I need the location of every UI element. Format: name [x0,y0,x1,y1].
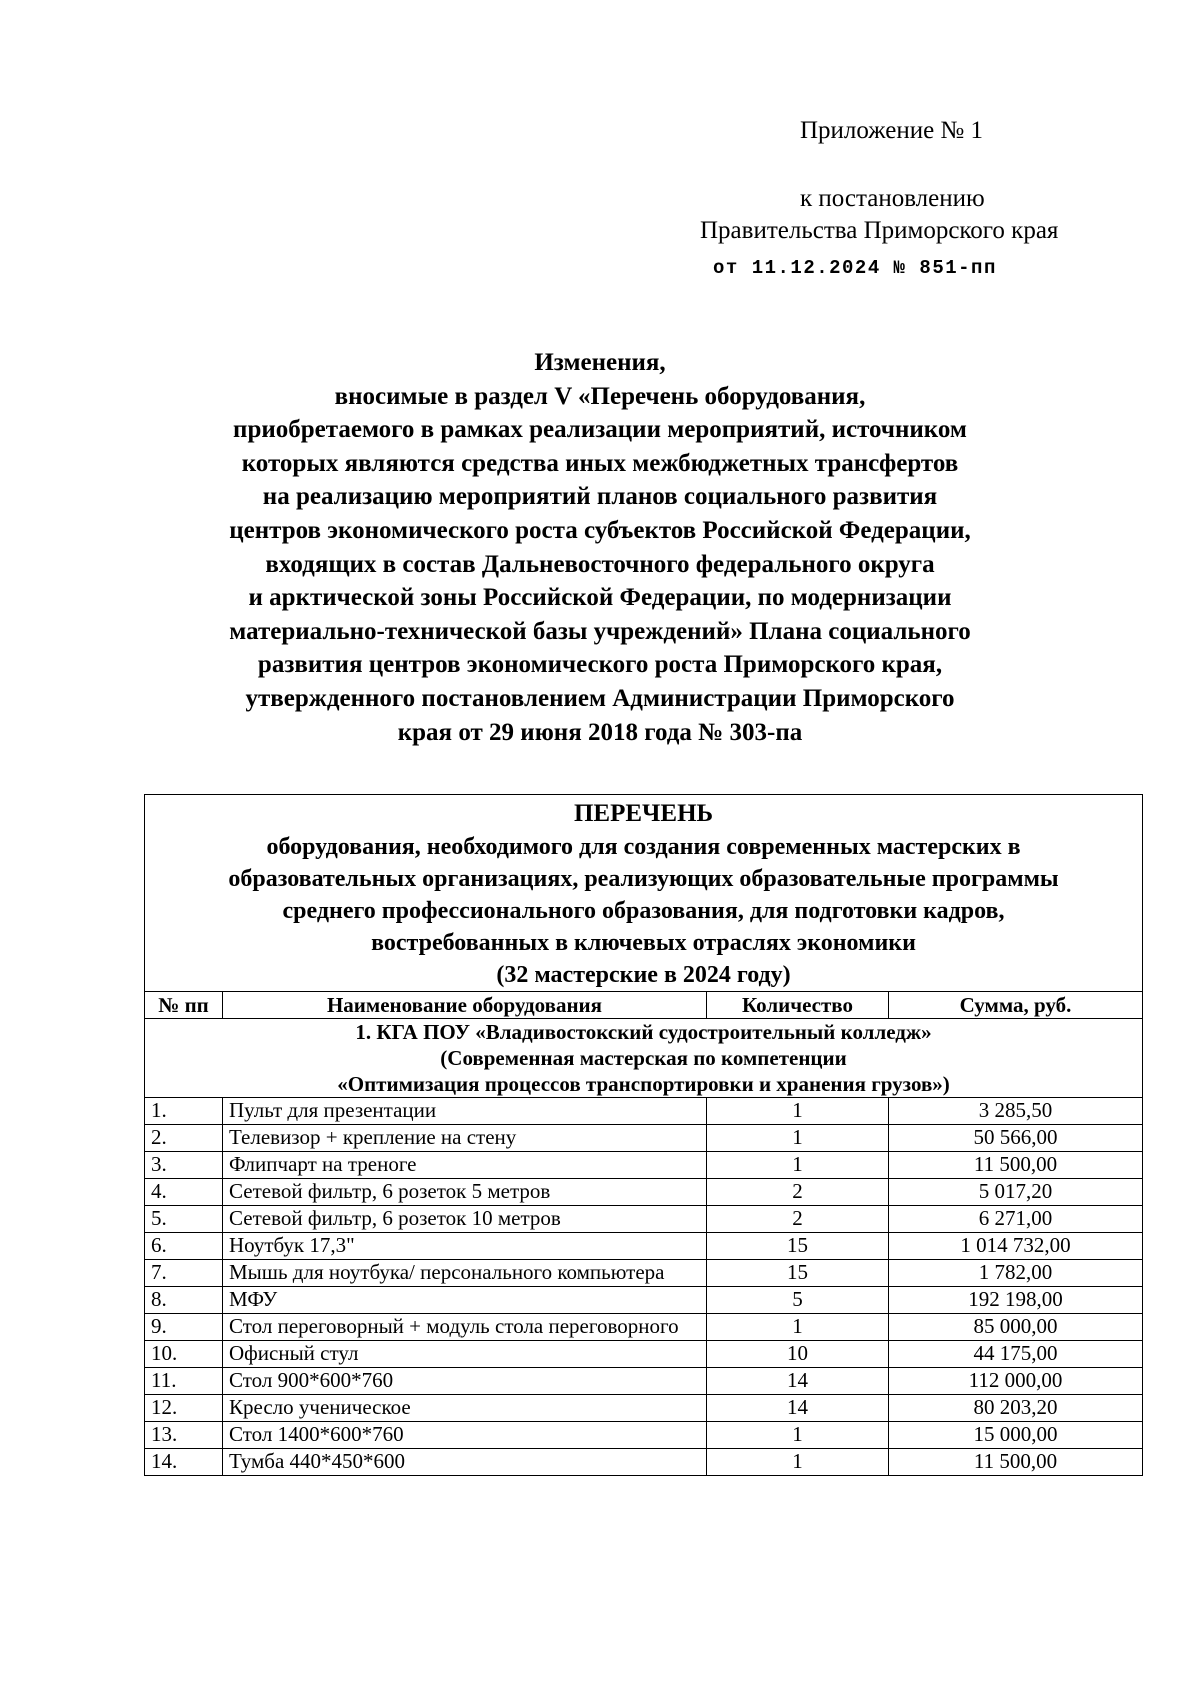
row-name: Сетевой фильтр, 6 розеток 10 метров [223,1206,707,1233]
row-name: Мышь для ноутбука/ персонального компьютера [223,1260,707,1287]
row-quantity: 5 [707,1287,889,1314]
row-sum: 6 271,00 [889,1206,1143,1233]
row-quantity: 15 [707,1233,889,1260]
row-sum: 11 500,00 [889,1449,1143,1476]
heading-line: центров экономического роста субъектов Российской Федерации, [229,516,971,544]
heading-line: развития центров экономического роста Приморского края, [257,651,943,679]
appendix-label: Приложение № 1 [800,117,984,144]
section-line: (Современная мастерская по компетенции [440,1046,847,1070]
row-name: Кресло ученическое [223,1395,707,1422]
column-header-row [145,992,1143,1019]
row-quantity: 1 [707,1422,889,1449]
row-quantity: 2 [707,1206,889,1233]
column-header-sum: Сумма, руб. [889,992,1143,1019]
column-header-quantity: Количество [707,992,889,1019]
table-row [145,1341,1143,1368]
row-sum: 5 017,20 [889,1179,1143,1206]
row-quantity: 10 [707,1341,889,1368]
row-sum: 1 782,00 [889,1260,1143,1287]
row-name: МФУ [223,1287,707,1314]
column-header-name: Наименование оборудования [223,992,707,1019]
row-name: Флипчарт на треноге [223,1152,707,1179]
row-sum: 80 203,20 [889,1395,1143,1422]
heading-line: вносимые в раздел V «Перечень оборудования, [334,382,866,410]
heading-line: приобретаемого в рамках реализации мероприятий, источником [233,416,967,444]
caption-title: ПЕРЕЧЕНЬ [573,800,714,827]
table-row [145,1206,1143,1233]
heading-line: и арктической зоны Российской Федерации, по модернизации [248,584,952,612]
row-name: Ноутбук 17,3" [223,1233,707,1260]
row-number: 8. [145,1287,223,1314]
row-name: Стол 1400*600*760 [223,1422,707,1449]
row-sum: 11 500,00 [889,1152,1143,1179]
heading-line: входящих в состав Дальневосточного федерального округа [265,550,935,578]
caption-line: среднего профессионального образования, для подготовки кадров, [282,898,1005,924]
row-number: 7. [145,1260,223,1287]
table-row [145,1179,1143,1206]
heading-line: Изменения, [534,349,666,376]
row-number: 14. [145,1449,223,1476]
caption-line: образовательных организациях, реализующих образовательные программы [228,866,1059,892]
heading-line: на реализацию мероприятий планов социального развития [262,483,938,511]
table-row [145,1152,1143,1179]
row-number: 12. [145,1395,223,1422]
table-row [145,1233,1143,1260]
heading-line: края от 29 июня 2018 года № 303-па [397,718,803,746]
table-row [145,1125,1143,1152]
row-number: 2. [145,1125,223,1152]
row-sum: 3 285,50 [889,1098,1143,1125]
row-number: 1. [145,1098,223,1125]
document-heading [140,346,1060,749]
row-name: Стол 900*600*760 [223,1368,707,1395]
row-quantity: 1 [707,1152,889,1179]
row-quantity: 2 [707,1179,889,1206]
row-quantity: 1 [707,1125,889,1152]
table-row [145,1314,1143,1341]
table-row [145,1287,1143,1314]
row-name: Тумба 440*450*600 [223,1449,707,1476]
table-row [145,1260,1143,1287]
table-row [145,1098,1143,1125]
caption-line: оборудования, необходимого для создания современных мастерских в [266,834,1021,860]
column-header-number: № пп [145,992,223,1019]
row-number: 6. [145,1233,223,1260]
row-number: 5. [145,1206,223,1233]
row-sum: 15 000,00 [889,1422,1143,1449]
row-quantity: 14 [707,1368,889,1395]
row-name: Сетевой фильтр, 6 розеток 5 метров [223,1179,707,1206]
table-row [145,1368,1143,1395]
row-quantity: 15 [707,1260,889,1287]
table-row [145,1422,1143,1449]
row-number: 11. [145,1368,223,1395]
table-caption [145,795,1143,992]
table-row [145,1395,1143,1422]
heading-line: которых являются средства иных межбюджетных трансфертов [241,449,959,477]
heading-line: утвержденного постановлением Администрации Приморского [245,684,955,712]
section-line: 1. КГА ПОУ «Владивостокский судостроительный колледж» [355,1020,932,1044]
equipment-table [144,794,1143,1476]
row-sum: 192 198,00 [889,1287,1143,1314]
row-number: 3. [145,1152,223,1179]
section-line: «Оптимизация процессов транспортировки и хранения грузов») [337,1072,950,1096]
resolution-line-2: Правительства Приморского края [700,217,1059,244]
row-name: Пульт для презентации [223,1098,707,1125]
row-number: 13. [145,1422,223,1449]
decree-reference: от 11.12.2024 № 851-пп [713,257,997,279]
caption-line: (32 мастерские в 2024 году) [496,962,791,988]
row-sum: 112 000,00 [889,1368,1143,1395]
row-quantity: 1 [707,1098,889,1125]
row-quantity: 1 [707,1449,889,1476]
heading-line: материально-технической базы учреждений» Плана социального [229,617,971,645]
row-quantity: 14 [707,1395,889,1422]
row-number: 10. [145,1341,223,1368]
row-sum: 1 014 732,00 [889,1233,1143,1260]
row-name: Офисный стул [223,1341,707,1368]
row-sum: 44 175,00 [889,1341,1143,1368]
row-sum: 50 566,00 [889,1125,1143,1152]
row-quantity: 1 [707,1314,889,1341]
row-name: Стол переговорный + модуль стола переговорного [223,1314,707,1341]
row-sum: 85 000,00 [889,1314,1143,1341]
row-number: 9. [145,1314,223,1341]
row-name: Телевизор + крепление на стену [223,1125,707,1152]
caption-line: востребованных в ключевых отраслях экономики [371,930,916,956]
table-row [145,1449,1143,1476]
section-header [145,1019,1143,1098]
row-number: 4. [145,1179,223,1206]
resolution-line-1: к постановлению [800,185,985,212]
